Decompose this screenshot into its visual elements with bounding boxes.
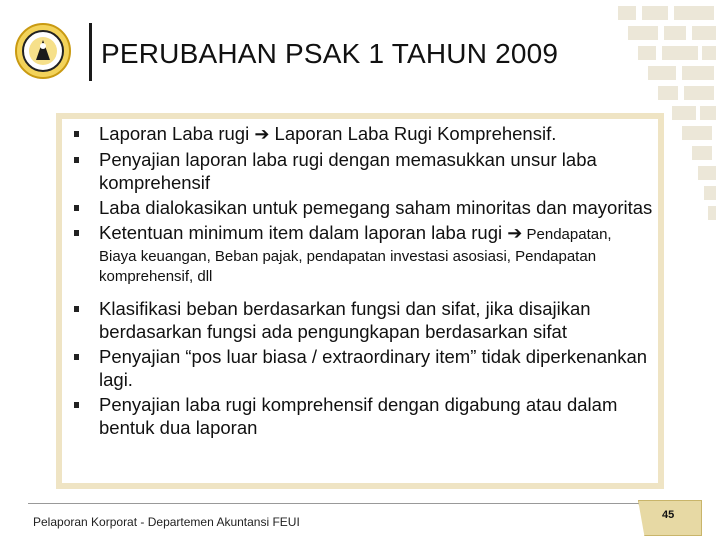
title-divider xyxy=(89,23,92,81)
list-item: Ketentuan minimum item dalam laporan laba rugi ➔ Pendapatan, Biaya keuangan, Beban pajak, pendapatan investasi asosiasi, Pendapatan komprehensif, dll xyxy=(70,221,670,287)
bullet-square-icon xyxy=(74,131,79,137)
arrow-right-icon: ➔ xyxy=(254,124,270,144)
bullet-square-icon xyxy=(74,205,79,211)
bullet-square-icon xyxy=(74,230,79,236)
bullet-square-icon xyxy=(74,354,79,360)
list-item: Penyajian laporan laba rugi dengan memasukkan unsur laba komprehensif xyxy=(70,148,670,194)
page-title: PERUBAHAN PSAK 1 TAHUN 2009 xyxy=(101,38,559,69)
list-item: Penyajian laba rugi komprehensif dengan digabung atau dalam bentuk dua laporan xyxy=(70,393,670,439)
list-item-subtext: Biaya keuangan, Beban pajak, pendapatan investasi asosiasi, Pendapatan komprehensif, dll xyxy=(99,248,597,285)
bullet-list xyxy=(70,122,670,441)
university-seal-icon xyxy=(14,22,72,80)
arrow-right-icon: ➔ xyxy=(507,223,523,243)
bullet-square-icon xyxy=(74,306,79,312)
list-item: Penyajian “pos luar biasa / extraordinary item” tidak diperkenankan lagi. xyxy=(70,345,670,391)
bullet-square-icon xyxy=(74,402,79,408)
footer-text: Pelaporan Korporat - Departemen Akuntansi FEUI xyxy=(33,515,300,529)
page-number: 45 xyxy=(662,509,675,521)
list-item: Laba dialokasikan untuk pemegang saham minoritas dan mayoritas xyxy=(70,196,670,219)
footer-divider xyxy=(28,503,692,504)
list-item: Klasifikasi beban berdasarkan fungsi dan sifat, jika disajikan berdasarkan fungsi ada pengungkapan berdasarkan sifat xyxy=(70,297,670,343)
bullet-square-icon xyxy=(74,157,79,163)
list-item: Laporan Laba rugi ➔ Laporan Laba Rugi Komprehensif. xyxy=(70,122,670,146)
